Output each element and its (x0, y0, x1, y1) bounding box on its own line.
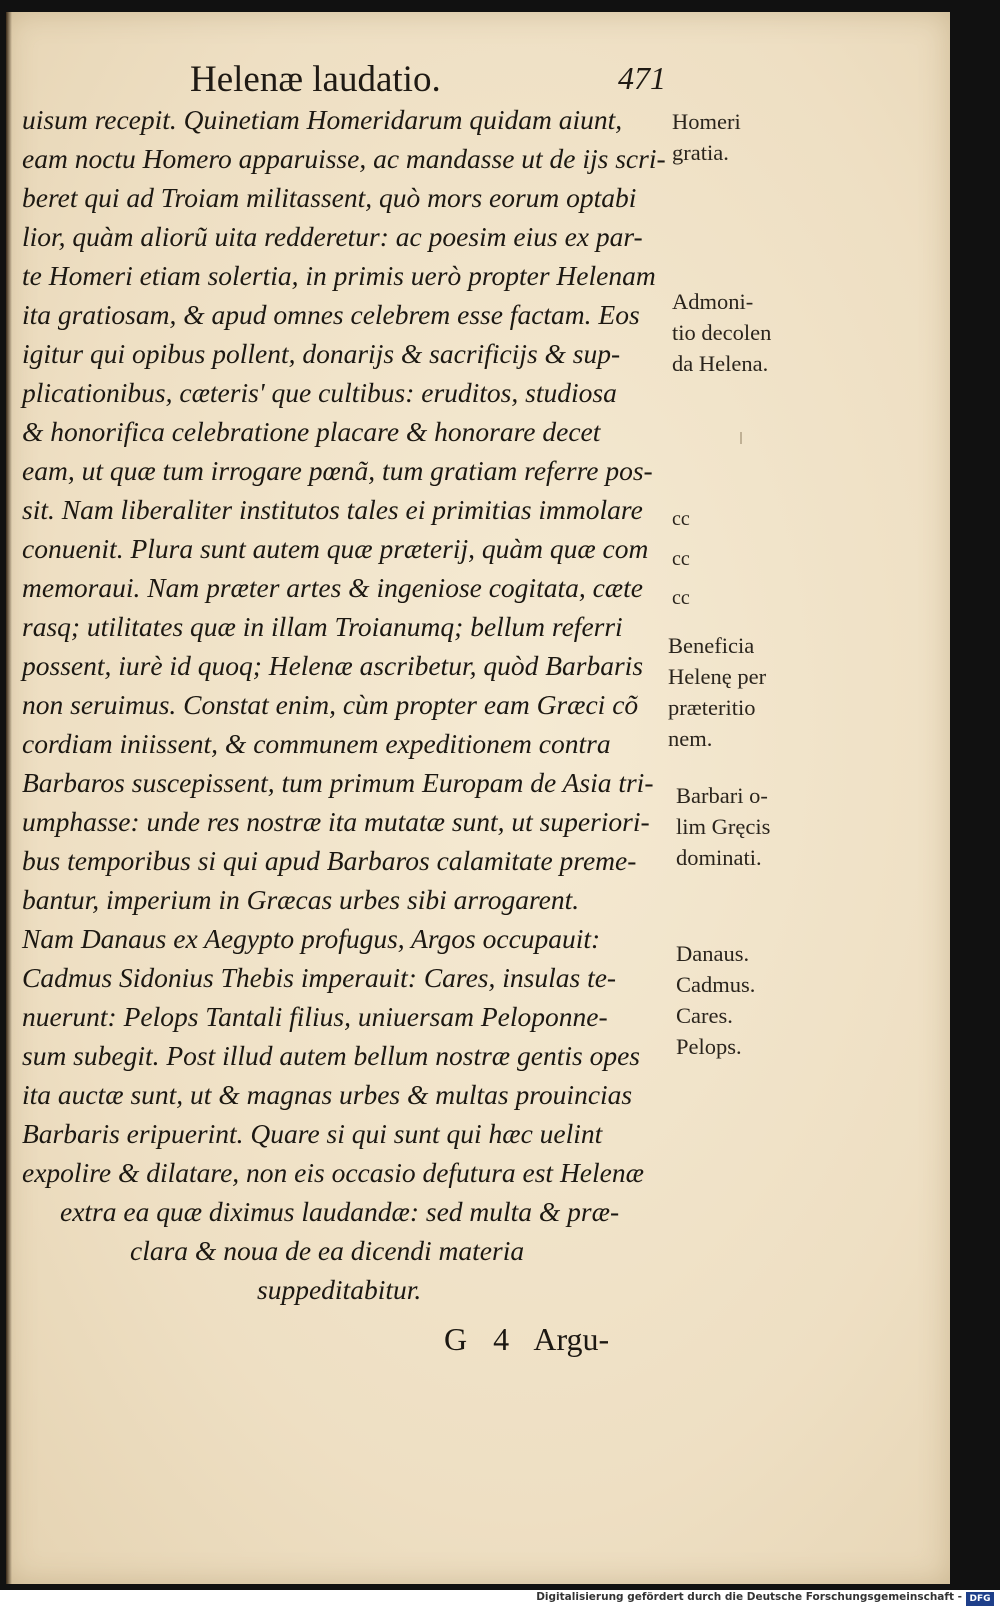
signature-catchword: G 4 Argu- (444, 1321, 610, 1357)
text-line: clara & noua de ea dicendi materia (130, 1235, 525, 1266)
text-line: conuenit. Plura sunt autem quæ præterij, quàm quæ com (22, 533, 649, 564)
text-line: umphasse: unde res nostræ ita mutatæ sunt, ut superiori- (22, 806, 650, 837)
text-line: Nam Danaus ex Aegypto profugus, Argos occupauit: (22, 923, 601, 954)
text-line: sum subegit. Post illud autem bellum nostræ gentis opes (22, 1040, 640, 1071)
margin-note: Beneficia Helenę per prætеritio nem. (668, 633, 767, 751)
text-line: eam, ut quæ tum irrogare pœnã, tum gratiam referre pos- (22, 455, 653, 486)
text-line: expolire & dilatare, non eis occasio defutura est Helenæ (22, 1157, 644, 1188)
text-line: nuerunt: Pelops Tantali filius, uniuersam Peloponne- (22, 1001, 608, 1032)
text-line: ita auctæ sunt, ut & magnas urbes & multas prouincias (22, 1079, 633, 1110)
text-line: plicationibus, cæteris' que cultibus: eruditos, studiosa (22, 377, 617, 408)
ink-spot (740, 432, 742, 444)
page-gutter-shadow (6, 12, 12, 1584)
text-line: te Homeri etiam solertia, in primis uerò propter Helenam (22, 260, 656, 291)
text-line: & honorifica celebratione placare & honorare decet (22, 416, 601, 447)
text-line: bantur, imperium in Græcas urbes sibi arrogarent. (22, 884, 580, 915)
text-line: igitur qui opibus pollent, donarijs & sacrificijs & sup- (22, 338, 621, 369)
text-line: sit. Nam liberaliter institutos tales ei primitias immolare (22, 494, 643, 525)
text-line: memoraui. Nam præter artes & ingeniose cogitata, cæte (22, 572, 643, 603)
page-number: 471 (618, 60, 666, 96)
text-line: suppeditabitur. (257, 1274, 422, 1305)
quotation-mark: cc (672, 587, 690, 609)
margin-note: Admoni- tio decolen da Helena. (672, 289, 772, 376)
text-line: bus temporibus si qui apud Barbaros calamitate preme- (22, 845, 637, 876)
running-head: Helenæ laudatio. (190, 59, 441, 100)
text-line: Barbaros suscepissent, tum primum Europam de Asia tri- (22, 767, 654, 798)
text-line: lior, quàm aliorũ uita redderetur: ac poesim eius ex par- (22, 221, 643, 252)
margin-note: Danaus. Cadmus. Cares. Pelops. (676, 941, 756, 1059)
body-text (22, 100, 682, 1309)
digitization-credit: Digitalisierung gefördert durch die Deutsche Forschungsgemeinschaft - (536, 1591, 962, 1603)
text-line: eam noctu Homero apparuisse, ac mandasse ut de ijs scri- (22, 143, 666, 174)
quotation-mark: cc (672, 548, 690, 570)
text-line: beret qui ad Troiam militassent, quò mors eorum optabi (22, 182, 637, 213)
text-line: uisum recepit. Quinetiam Homeridarum quidam aiunt, (22, 104, 623, 135)
text-line: Cadmus Sidonius Thebis imperauit: Cares, insulas te- (22, 962, 617, 993)
margin-note: Barbari o- lim Gręcis dominati. (676, 783, 771, 870)
text-line: ita gratiosam, & apud omnes celebrem esse factam. Eos (22, 299, 640, 330)
quotation-mark: cc (672, 508, 690, 530)
text-line: non seruimus. Constat enim, cùm propter eam Græci cõ (22, 689, 639, 720)
text-line: extra ea quæ diximus laudandæ: sed multa & præ- (60, 1196, 620, 1227)
dfg-logo: DFG (966, 1592, 994, 1606)
margin-note: Homeri gratia. (672, 109, 741, 165)
text-line: Barbaris eripuerint. Quare si qui sunt qui hæc uelint (22, 1118, 603, 1149)
text-line: possent, iurè id quoq; Helenæ ascribetur, quòd Barbaris (22, 650, 644, 681)
text-line: rasq; utilitates quæ in illam Troianumq; bellum referri (22, 611, 623, 642)
text-line: cordiam iniissent, & communem expeditionem contra (22, 728, 611, 759)
